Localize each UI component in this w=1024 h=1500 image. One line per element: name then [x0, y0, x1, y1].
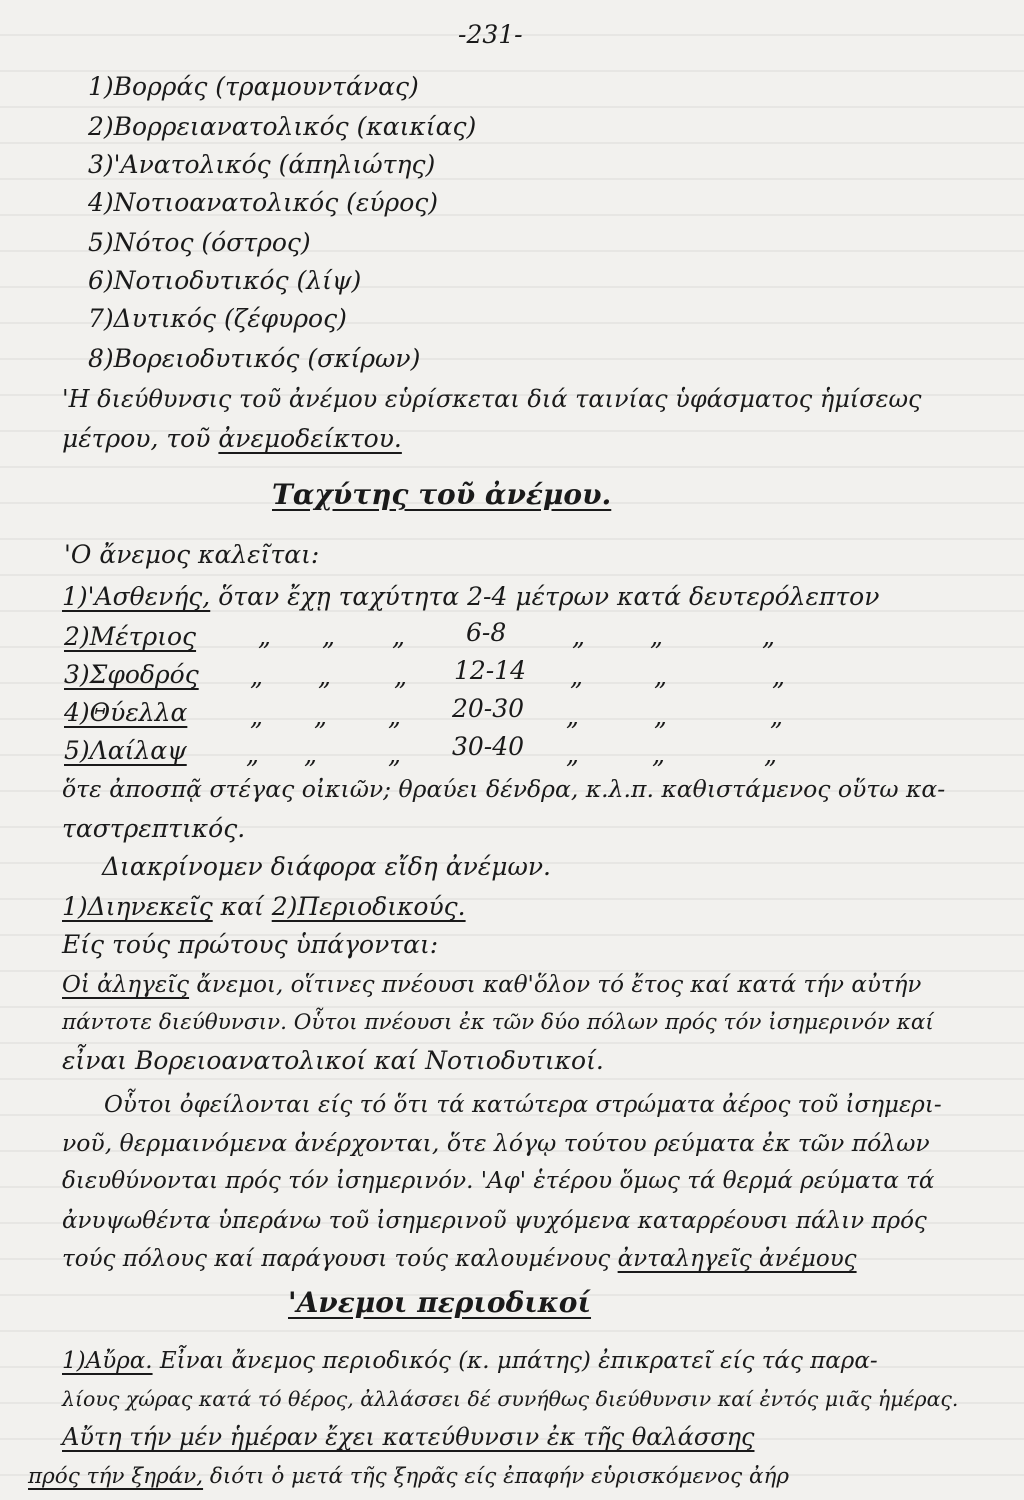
ditto-mark: „ [250, 662, 263, 691]
ditto-mark: „ [762, 622, 775, 651]
ditto-mark: „ [650, 622, 663, 651]
breeze-line-2: λίους χώρας κατά τό θέρος, ἀλλάσσει δέ συνήθως διεύθυνσιν καί ἐντός μιᾶς ἡμέρας. [62, 1387, 959, 1411]
trade-winds-line-3: εἶναι Βορειοανατολικοί καί Νοτιοδυτικοί. [62, 1046, 604, 1075]
wind-item-southeast: 4)Νοτιοανατολικός (εύρος) [88, 188, 439, 217]
breeze-line-3: Αὔτη τήν μέν ἡμέραν ἔχει κατεύθυνσιν ἐκ τῆς θαλάσσης [62, 1423, 755, 1451]
ditto-mark: „ [654, 702, 667, 731]
direction-line-1: 'Η διεύθυνσις τοῦ ἀνέμου εὑρίσκεται διά ταινίας ὑφάσματος ἡμίσεως [62, 385, 922, 413]
trade-winds-text: ἄνεμοι, οἵτινες πνέουσι καθ'ὅλον τό ἔτος καί κατά τήν αὐτήν [189, 972, 922, 998]
ditto-mark: „ [572, 622, 585, 651]
page-number: -231- [458, 20, 523, 49]
wind-item-east: 3)'Ανατολικός (άπηλιώτης) [88, 150, 436, 179]
ditto-mark: „ [318, 662, 331, 691]
cause-line-4: ἀνυψωθέντα ὑπεράνω τοῦ ἰσημερινοῦ ψυχόμενα καταρρέουσι πάλιν πρός [62, 1208, 927, 1234]
breeze-line-1 [62, 1346, 878, 1376]
ditto-mark: „ [246, 740, 259, 769]
ditto-mark: „ [770, 702, 783, 731]
cause-line-1: Οὗτοι ὀφείλονται είς τό ὅτι τά κατώτερα στρώματα ἀέρος τοῦ ἰσημερι- [104, 1092, 942, 1118]
breeze-term: 1)Αὔρα. [62, 1348, 153, 1374]
direction-line-2 [62, 424, 402, 454]
ditto-mark: „ [566, 740, 579, 769]
ditto-mark: „ [566, 702, 579, 731]
periodic-heading: 'Ανεμοι περιοδικοί [288, 1286, 592, 1319]
cause-line-2: νοῦ, θερμαινόμενα ἀνέρχονται, ὅτε λόγῳ τούτου ρεύματα ἐκ τῶν πόλων [62, 1129, 930, 1157]
speed-text: ὅταν ἔχῃ ταχύτητα 2-4 μέτρων κατά δευτερόλεπτον [218, 582, 880, 611]
wind-item-northeast: 2)Βορρειανατολικός (καικίας) [88, 112, 477, 141]
trade-winds-term: Οἱ ἀληγεῖς [62, 972, 190, 998]
ditto-mark: „ [394, 662, 407, 691]
kinds-line [62, 892, 466, 922]
ditto-mark: „ [764, 740, 777, 769]
after-speed-line-1: ὅτε ἀποσπᾷ στέγας οἰκιῶν; θραύει δένδρα, κ.λ.π. καθιστάμενος οὕτω κα- [62, 775, 946, 803]
speed-label-strong: 3)Σφοδρός [64, 660, 199, 689]
speed-label-storm: 4)Θύελλα [64, 698, 188, 727]
breeze-line-4 [28, 1462, 789, 1492]
speed-range: 20-30 [452, 694, 525, 723]
ditto-mark: „ [392, 622, 405, 651]
direction-line-2-text: μέτρου, τοῦ [62, 424, 219, 453]
speed-intro: 'Ο ἄνεμος καλεῖται: [64, 540, 320, 569]
wind-item-south: 5)Νότος (όστρος) [88, 228, 311, 257]
ditto-mark: „ [654, 662, 667, 691]
periodic-winds-term: 2)Περιοδικούς. [271, 892, 466, 921]
antitrade-winds-term: ἀνταληγεῖς ἀνέμους [617, 1246, 857, 1272]
wind-item-southwest: 6)Νοτιοδυτικός (λίψ) [88, 266, 362, 295]
ditto-mark: „ [772, 662, 785, 691]
wind-item-northwest: 8)Βορειοδυτικός (σκίρων) [88, 344, 421, 373]
speed-row-weak [62, 582, 879, 612]
ditto-mark: „ [322, 622, 335, 651]
ditto-mark: „ [258, 622, 271, 651]
kinds-conjunction: καί [212, 892, 272, 921]
breeze-line-4-text: διότι ὁ μετά τῆς ξηρᾶς είς ἐπαφήν εὑρισκόμενος ἀήρ [203, 1464, 790, 1489]
toward-land-term: πρός τήν ξηράν, [28, 1464, 204, 1489]
cause-line-5 [62, 1244, 857, 1274]
ditto-mark: „ [250, 702, 263, 731]
ditto-mark: „ [570, 662, 583, 691]
speed-label-hurricane: 5)Λαίλαψ [64, 736, 187, 765]
anemometer-term: ἀνεμοδείκτου. [218, 424, 402, 453]
ditto-mark: „ [304, 740, 317, 769]
kinds-intro: Διακρίνομεν διάφορα εἴδη ἀνέμων. [102, 852, 551, 881]
ditto-mark: „ [388, 740, 401, 769]
speed-label: 1)'Ασθενής, [62, 582, 211, 611]
ditto-mark: „ [652, 740, 665, 769]
speed-range: 6-8 [466, 618, 507, 647]
breeze-text: Εἶναι ἄνεμος περιοδικός (κ. μπάτης) ἐπικρατεῖ είς τάς παρα- [152, 1348, 878, 1374]
continuous-winds-term: 1)Διηνεκεῖς [62, 892, 213, 921]
wind-item-north: 1)Βορράς (τραμουντάνας) [88, 72, 419, 101]
first-group-intro: Είς τούς πρώτους ὑπάγονται: [62, 930, 439, 959]
after-speed-line-2: ταστρεπτικός. [62, 814, 246, 843]
speed-heading: Ταχύτης τοῦ ἀνέμου. [272, 478, 612, 511]
wind-item-west: 7)Δυτικός (ζέφυρος) [88, 304, 347, 333]
speed-label-moderate: 2)Μέτριος [64, 622, 197, 651]
cause-line-3: διευθύνονται πρός τόν ἰσημερινόν. 'Αφ' ἑτέρου ὅμως τά θερμά ρεύματα τά [62, 1168, 935, 1194]
speed-range: 30-40 [452, 732, 525, 761]
speed-range: 12-14 [454, 656, 527, 685]
ditto-mark: „ [314, 702, 327, 731]
trade-winds-line-2: πάντοτε διεύθυνσιν. Οὗτοι πνέουσι ἐκ τῶν δύο πόλων πρός τόν ἰσημερινόν καί [62, 1010, 934, 1035]
ditto-mark: „ [388, 702, 401, 731]
cause-line-5-text: τούς πόλους καί παράγουσι τούς καλουμένους [62, 1246, 618, 1272]
trade-winds-line-1 [62, 970, 921, 1000]
